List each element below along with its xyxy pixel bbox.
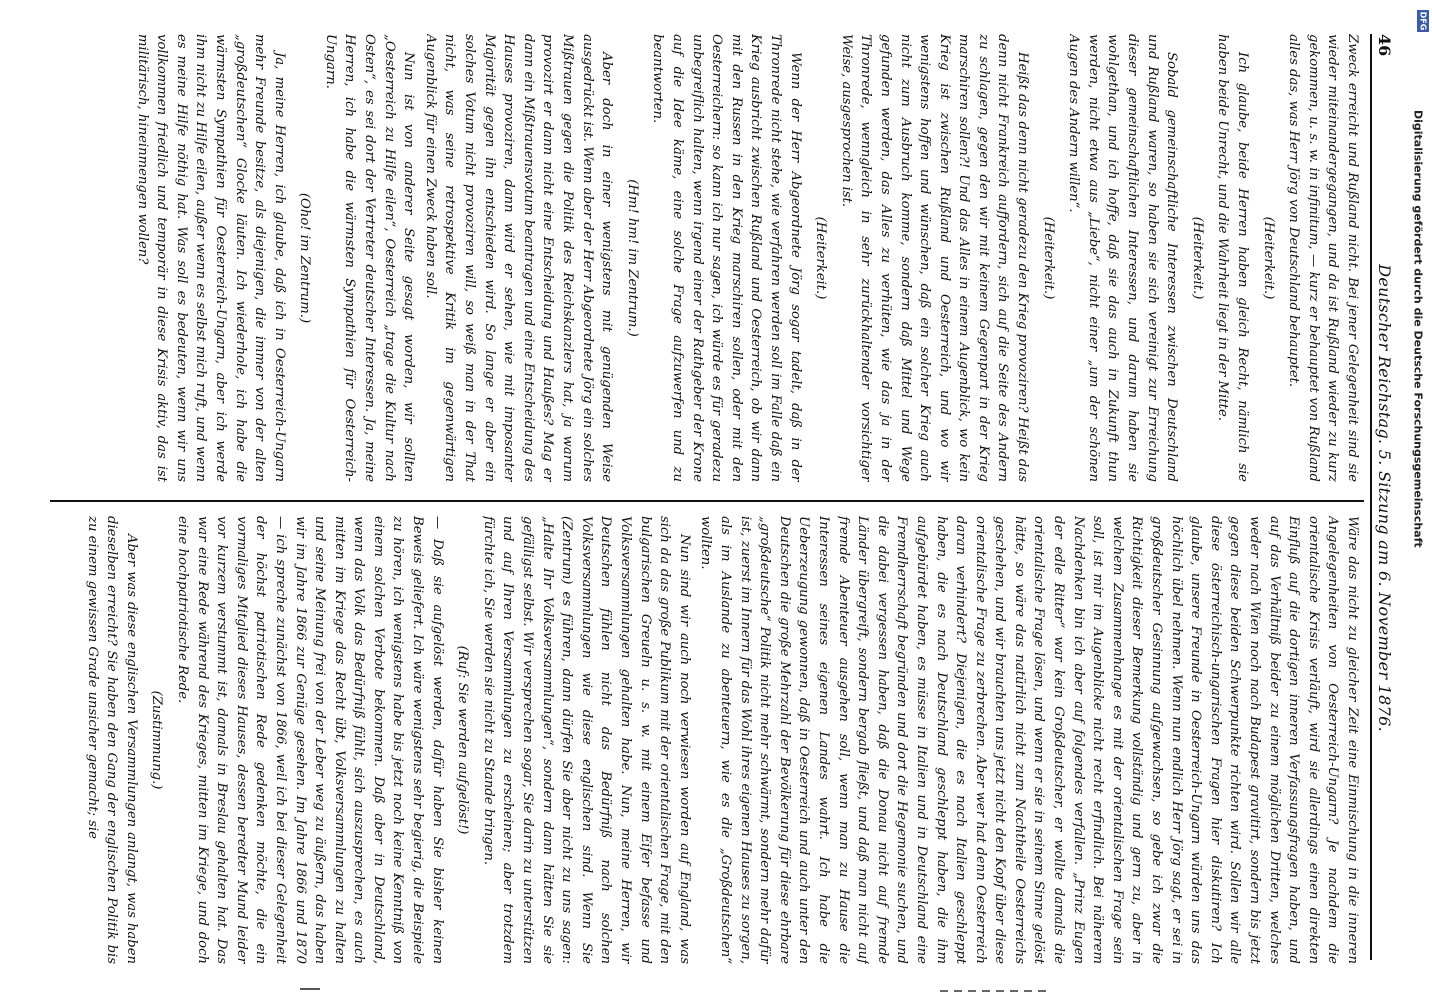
left-column-paragraph: Ich glaube, beide Herren haben gleich Recht, nämlich sie haben beide Unrecht, und die Wahrheit liegt in der Mitte. <box>1215 34 1251 482</box>
left-column-interjection: (Oho! im Zentrum.) <box>297 192 313 324</box>
page-number: 46 <box>1375 34 1395 57</box>
page-header <box>1370 34 1398 960</box>
digitization-credit-text: Digitalisierung gefördert durch die Deutsche Forschungsgemeinschaft <box>1411 110 1425 548</box>
running-title: Deutscher Reichstag. 5. Sitzung am 6. November 1876. <box>1375 264 1395 732</box>
right-column-paragraph: Aber was diese englischen Versammlungen anlangt, was haben dieselben erreicht? Sie haben den Gang der englischen Politik bis zu einem gewissen Grade unsicher gemacht; sie <box>84 516 139 964</box>
left-column-interjection: (Heiterkeit.) <box>1189 216 1205 300</box>
right-column-interjection: (Zustimmung.) <box>149 690 165 790</box>
right-column-paragraph: — Daß sie aufgelöst werden, dafür haben Sie bisher keinen Beweis geliefert. Ich wäre wenigstens sehr begierig, die Beispiele zu hören, ich wenigstens habe bis jetzt noch keine Kenntniß von einem solchen Verbote bekommen. Daß aber in Deutschland, wenn das Volk das Bedürfniß fühlt, sich auszusprechen, es auch mitten im Kriege das Recht übt, Volksversammlungen zu halten und seine Meinung frei von der Leber weg zu äußern, das haben wir im Jahre 1866 zur Genüge gesehen. Im Jahre 1866 und 1870 — ich spreche zunächst von 1866, weil ich bei dieser Gelegenheit der höchst patriotischen Rede gedenken möchte, die ein vormaliges Mitglied dieses Hauses, dessen beredter Mund leider vor kurzem verstummt ist, damals in Breslau gehalten hat. Das war eine Rede während des Krieges, mitten im Kriege, und doch eine hochpatriotische Rede. <box>174 516 445 964</box>
right-column <box>50 516 1362 964</box>
right-column-interjection: (Ruf: Sie werden aufgelöst!) <box>455 645 471 835</box>
left-column-paragraph: Zweck erreicht und Rußland nicht. Bei jener Gelegenheit sind sie wieder miteinandergegangen, und da ist Rußland wieder zu kurz gekommen, u. s. w. in infinitum, — kurz er behauptet von Rußland alles das, was Herr Jörg von Deutschland behauptet. <box>1286 34 1360 482</box>
right-column-paragraph: Nun sind wir auch noch verwiesen worden auf England, was sich da das große Publikum mit der orientalischen Frage, mit den bulgarischen Greueln u. s. w. mit einem Eifer befasse und Volksversammlungen gehalten habe. Nun, meine Herren, wir Deutschen fühlen nicht das Bedürfniß nach solchen Volksversammlungen wie diese englischen sind. Wenn Sie (Zentrum) es führen, dann dürfen Sie aber nicht zu uns sagen: „Halte Ihr Volksversammlungen“, sondern dann hätten Sie sie gefälligst selbst. Wir versprechen sogar, Sie darin zu unterstützen und auf Ihren Versammlungen zu erscheinen; aber trotzdem fürchte ich, Sie werden sie nicht zu Stande bringen. <box>480 516 692 964</box>
column-divider <box>50 500 1364 502</box>
left-column-interjection: (Heiterkeit.) <box>813 216 829 300</box>
scan-artifact <box>300 988 320 990</box>
right-column-paragraph: Wäre das nicht zu gleicher Zeit eine Einmischung in die inneren Angelegenheiten von Oesterreich-Ungarn? Je nachdem die orientalische Krisis verläuft, wird sie allerdings einen direkten Einfluß auf die dortigen inneren Verfassungsfragen haben, und auf das Verhältniß beider zu einem möglichen Dritten, welches weder nach Wien noch nach Budapest gravitirt, sondern bis jetzt gegen diese beiden Schwerpunkte richten wird. Sollen wir alle diese österreichisch-ungarischen Fragen hier diskutiren? Ich glaube, unsere Freunde in Oesterreich-Ungarn würden uns das höchlich übel nehmen. Wenn nun endlich Herr Jörg sagt, er sei in großdeutscher Gesinnung aufgewachsen, so gebe ich zwar die Richtigkeit dieser Bemerkung vollständig und gern zu, aber in welchem Zusammenhange es mit der orientalischen Frage sein soll, ist mir im Augenblicke nicht recht erfindlich. Bei näherem Nachdenken bin ich aber auf folgendes verfallen. „Prinz Eugen der edle Ritter“ war kein Großdeutscher, er wollte damals die orientalische Frage lösen, und wenn er sie in seinem Sinne gelöst hätte, so wäre das natürlich nicht zum Nachtheile Oesterreichs geschehen, und wir brauchten uns jetzt nicht den Kopf über diese orientalische Frage zu zerbrechen. Aber wer hat denn Oesterreich daran verhindert? Diejenigen, die es nach Italien geschleppt haben, die es nach Deutschland geschleppt haben, die ihm aufgebürdet haben, es müsse in Italien und in Deutschland eine Fremdherrschaft begründen und dort die Hegemonie suchen, und die dabei vergessen haben, daß die Donau nicht auf fremde Länder übergreift, sondern bergab fließt, und daß man nicht auf fremde Abenteuer ausgehen soll, wenn man zu Hause die Interessen seines eigenen Landes wahrt. Ich habe die Ueberzeugung gewonnen, daß in Oesterreich und auch unter den Deutschen die große Mehrzahl der Bevölkerung für diese ehrbare „großdeutsche“ Politik nicht mehr schwärmt, sondern mehr dafür ist, zuerst im Innern für das Wohl ihres eigenen Hauses zu sorgen, als im Auslande zu abenteuern, wie es die „Großdeutschen“ wollten. <box>698 516 1360 964</box>
digitization-credit <box>1410 10 1426 970</box>
left-column-interjection: (Heiterkeit.) <box>1260 216 1276 300</box>
left-column-interjection: (Heiterkeit.) <box>1040 216 1056 300</box>
dfg-logo-text: DFG <box>1418 11 1428 31</box>
scan-artifact <box>940 990 1050 992</box>
left-column-paragraph: Wenn der Herr Abgeordnete Jörg sogar tadelt, daß in der Thronrede nicht stehe, wie verfahren werden soll im Falle daß ein Krieg ausbricht zwischen Rußland und Oesterreich, ob wir dann mit den Russen in den Krieg marschiren sollen, oder mit den Oesterreichern: so kann ich nur sagen, ich würde es für geradezu unbegreiflich halten, wenn irgend einer der Rathgeber der Krone auf die Idee käme, eine solche Frage aufzuwerfen und zu beantworten. <box>650 34 803 482</box>
rotated-document-page <box>26 20 1406 980</box>
left-column-paragraph: Heißt das denn nicht geradezu den Krieg provoziren? Heißt das denn nicht Frankreich auffordern, sich auf die Seite des Andern zu schlagen, gegen den wir mit keinem Gegenpart in der Krieg marschiren sollen?! Und das Alles in einem Augenblick, wo kein Krieg ist zwischen Rußland und Oesterreich, und wo wir wenigstens hoffen und wünschen, daß ein solcher Krieg auch nicht zum Ausbruch komme, sondern daß Mittel und Wege gefunden werden, das Alles zu verhüten, wie das ja in der Thronrede, wenngleich in sehr zurückhaltender vorsichtiger Weise, ausgesprochen ist. <box>838 34 1031 482</box>
left-column-paragraph: Aber doch in einer wenigstens mit genügenden Weise ausgedrückt ist. Wenn aber der Herr Abgeordnete Jörg ein solches Mißtrauen gegen die Politik des Reichskanzlers hat, ja warum provozirt er dann nicht eine Entscheidung und Haußes? Mag er dann ein Mißtrauensvotum beantragen und eine Entscheidung des Hauses provoziren, dann wird er sehen, wie mit imposanter Majorität gegen ihn entschieden wird. So lange er aber ein solches Votum nicht provoziren will, so weiß man in der That nicht, was seine retrospektive Kritik im gegenwärtigen Augenblick für einen Zweck haben soll. <box>422 34 615 482</box>
left-column-paragraph: Ja, meine Herren, ich glaube, daß ich in Oesterreich-Ungarn mehr Freunde besitze, als diejenigen, die immer von der alten „großdeutschen“ Glocke läuten. Ich wiederhole, ich habe die wärmsten Sympathien für Oesterreich-Ungarn, aber ich werde ihm nicht zu Hilfe eilen, außer wenn es selbst mich ruft, und wenn es meine Hilfe nöthig hat. Was soll es bedeuten, wenn wir uns vollkommen friedlich und temporär in diese Krisis aktiv, das ist militärisch, hineinmengen wollen? <box>134 34 287 482</box>
left-column-interjection: (Hm! hm! im Zentrum.) <box>624 179 640 337</box>
left-column-paragraph: Nun ist von anderer Seite gesagt worden, wir sollten „Oesterreich zu Hilfe eilen“, Oesterreich „trage die Kultur nach Osten“, es sei dort der Vertreter deutscher Interessen. Ja, meine Herren, ich habe die wärmsten Sympathien für Oesterreich-Ungarn. <box>322 34 417 482</box>
left-column <box>50 34 1362 482</box>
left-column-paragraph: Sobald gemeinschaftliche Interessen zwischen Deutschland und Rußland waren, so haben sie sich vereinigt zur Erreichung dieser gemeinschaftlichen Interessen, und darum haben sie wohlgethan, und ich hoffe, daß sie das auch in Zukunft thun werden, nicht etwa aus „Liebe“, nicht einer „um der schönen Augen des Andern willen“. <box>1066 34 1180 482</box>
